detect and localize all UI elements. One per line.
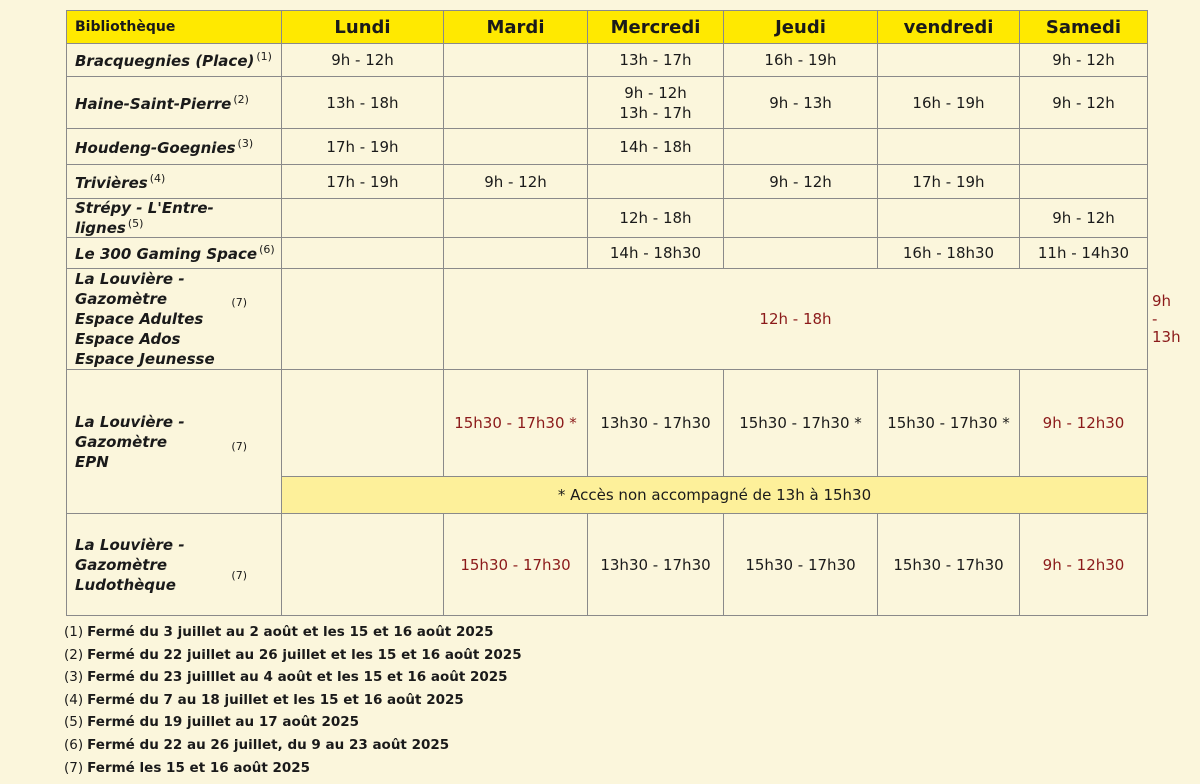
cell-jeudi — [724, 199, 878, 238]
table-row — [67, 129, 1148, 165]
cell-lundi — [282, 199, 444, 238]
cell-samedi — [1020, 165, 1148, 199]
cell-samedi: 9h - 12h30 — [1020, 514, 1148, 616]
cell-vendredi: 16h - 19h — [878, 77, 1020, 129]
cell-jeudi — [724, 238, 878, 269]
library-name: La Louvière - Gazomètre Ludothèque (7) — [67, 514, 282, 616]
header-library: Bibliothèque — [67, 11, 282, 44]
footnote: (2) Fermé du 22 juillet au 26 juillet et les 15 et 16 août 2025 — [64, 646, 522, 663]
cell-lundi — [282, 514, 444, 616]
cell-mercredi: 13h - 17h — [588, 44, 724, 77]
library-name: Haine-Saint-Pierre $^{(2)}$ — [67, 77, 282, 129]
cell-mardi: 15h30 - 17h30 * — [444, 370, 588, 477]
cell-mardi: 9h - 12h — [444, 165, 588, 199]
header-row — [67, 11, 1148, 44]
library-name: Strépy - L'Entre-lignes $^{(5)}$ — [67, 199, 282, 238]
footnote: (5) Fermé du 19 juillet au 17 août 2025 — [64, 714, 360, 731]
table-row — [67, 199, 1148, 238]
table-row — [67, 165, 1148, 199]
cell-mercredi: 12h - 18h — [588, 199, 724, 238]
footnote: (7) Fermé les 15 et 16 août 2025 — [64, 759, 311, 776]
cell-mercredi: 13h30 - 17h30 — [588, 514, 724, 616]
library-name: La Louvière - Gazomètre Espace Adultes Espace Ados Espace Jeunesse (7) — [67, 269, 282, 370]
cell-vendredi: 15h30 - 17h30 — [878, 514, 1020, 616]
cell-lundi: 9h - 12h — [282, 44, 444, 77]
cell-mardi — [444, 129, 588, 165]
cell-vendredi — [878, 199, 1020, 238]
cell-lundi: 17h - 19h — [282, 165, 444, 199]
cell-jeudi: 15h30 - 17h30 — [724, 514, 878, 616]
cell-samedi: 9h - 12h — [1020, 77, 1148, 129]
cell-jeudi: 9h - 12h — [724, 165, 878, 199]
footnote: (6) Fermé du 22 au 26 juillet, du 9 au 23 août 2025 — [64, 736, 450, 753]
cell-samedi: 9h - 12h — [1020, 44, 1148, 77]
cell-lundi: 17h - 19h — [282, 129, 444, 165]
footnotes — [64, 621, 664, 779]
cell-vendredi — [878, 129, 1020, 165]
header-samedi: Samedi — [1020, 11, 1148, 44]
cell-mardi — [444, 238, 588, 269]
cell-span-hours: 12h - 18h — [444, 269, 1148, 370]
footnote: (4) Fermé du 7 au 18 juillet et les 15 et 16 août 2025 — [64, 691, 464, 708]
footnote-ref: (7) — [231, 569, 247, 582]
footnote: (3) Fermé du 23 juilllet au 4 août et les 15 et 16 août 2025 — [64, 669, 508, 686]
cell-mardi — [444, 199, 588, 238]
cell-lundi: 13h - 18h — [282, 77, 444, 129]
cell-lundi — [282, 238, 444, 269]
cell-samedi: 11h - 14h30 — [1020, 238, 1148, 269]
footnote-ref: (7) — [231, 296, 247, 309]
library-name: Bracquegnies (Place) $^{(1)}$ — [67, 44, 282, 77]
library-name: Le 300 Gaming Space $^{(6)}$ — [67, 238, 282, 269]
header-vendredi: vendredi — [878, 11, 1020, 44]
cell-jeudi — [724, 129, 878, 165]
schedule-table — [66, 10, 1181, 616]
cell-mercredi: 14h - 18h30 — [588, 238, 724, 269]
footnote: (1) Fermé du 3 juillet au 2 août et les 15 et 16 août 2025 — [64, 624, 494, 640]
cell-mercredi: 13h30 - 17h30 — [588, 370, 724, 477]
cell-samedi: 9h - 12h30 — [1020, 370, 1148, 477]
table-row — [67, 514, 1148, 616]
cell-jeudi: 15h30 - 17h30 * — [724, 370, 878, 477]
cell-vendredi: 15h30 - 17h30 * — [878, 370, 1020, 477]
table-row: La Louvière - Gazomètre Espace Adultes Espace Ados Espace Jeunesse (7) 12h - 18h 9h - 13h — [67, 269, 1148, 370]
cell-vendredi: 17h - 19h — [878, 165, 1020, 199]
library-name: La Louvière - Gazomètre EPN (7) — [67, 370, 282, 514]
library-name: Trivières $^{(4)}$ — [67, 165, 282, 199]
table-row — [67, 77, 1148, 129]
header-mardi: Mardi — [444, 11, 588, 44]
cell-jeudi: 16h - 19h — [724, 44, 878, 77]
cell-samedi: 9h - 12h — [1020, 199, 1148, 238]
table-row — [67, 238, 1148, 269]
table-row — [67, 370, 1148, 477]
cell-lundi — [282, 370, 444, 477]
access-note: * Accès non accompagné de 13h à 15h30 — [282, 477, 1148, 514]
cell-mercredi: 9h - 12h 13h - 17h — [588, 77, 724, 129]
table-row — [67, 44, 1148, 77]
cell-mardi — [444, 77, 588, 129]
footnote-ref: (7) — [231, 440, 247, 453]
cell-samedi — [1020, 129, 1148, 165]
header-lundi: Lundi — [282, 11, 444, 44]
cell-jeudi: 9h - 13h — [724, 77, 878, 129]
cell-mardi — [444, 44, 588, 77]
cell-mercredi — [588, 165, 724, 199]
header-mercredi: Mercredi — [588, 11, 724, 44]
cell-vendredi — [878, 44, 1020, 77]
header-jeudi: Jeudi — [724, 11, 878, 44]
cell-vendredi: 16h - 18h30 — [878, 238, 1020, 269]
cell-mardi: 15h30 - 17h30 — [444, 514, 588, 616]
library-name: Houdeng-Goegnies $^{(3)}$ — [67, 129, 282, 165]
cell-mercredi: 14h - 18h — [588, 129, 724, 165]
cell-lundi — [282, 269, 444, 370]
